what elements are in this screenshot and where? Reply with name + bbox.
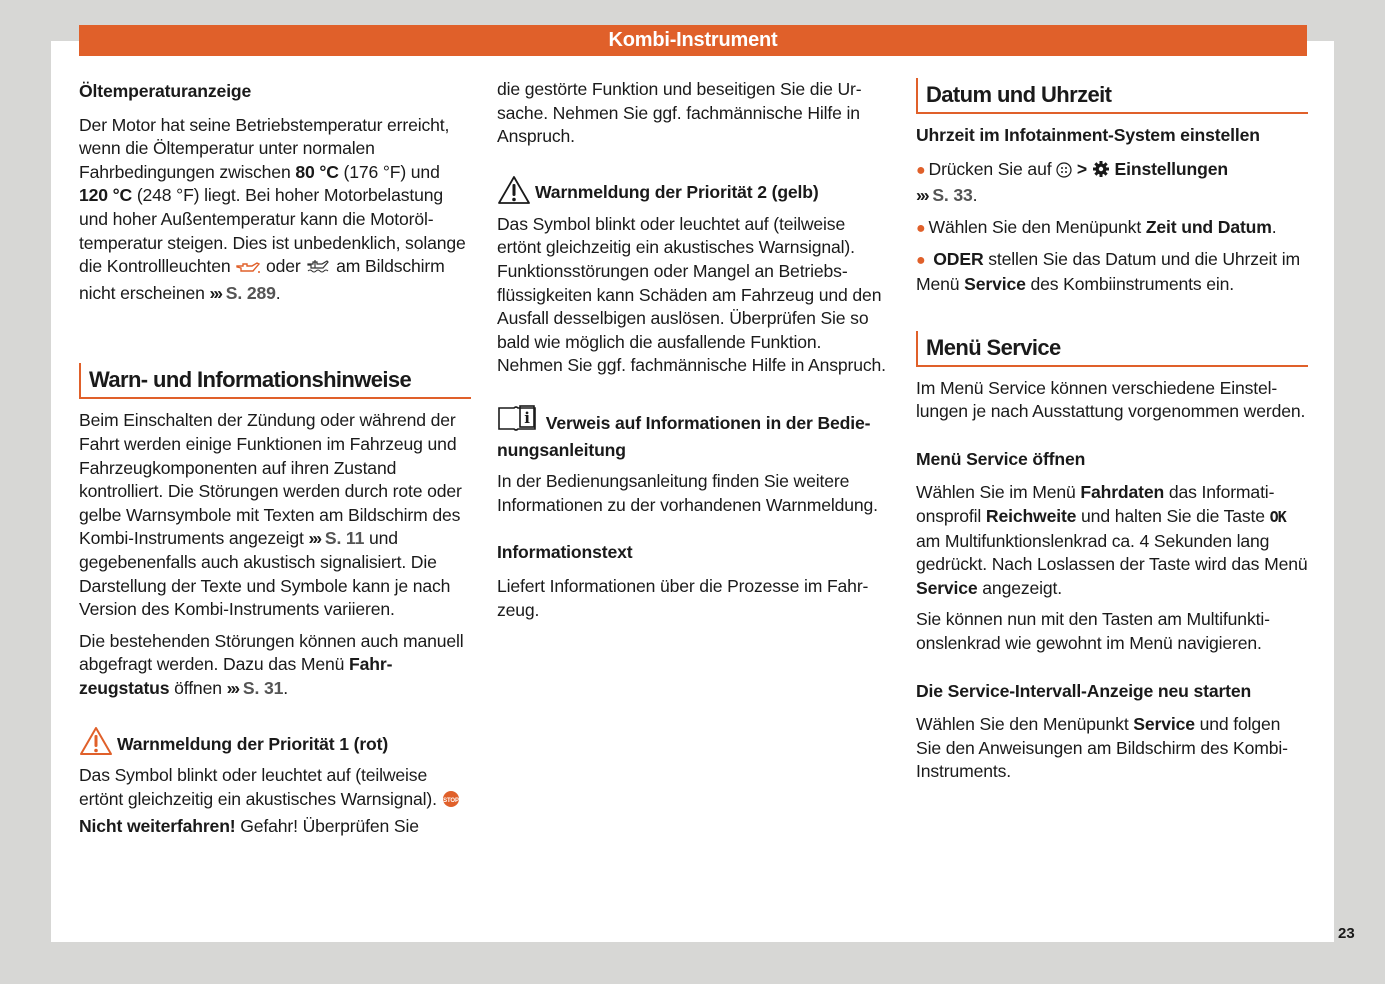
svg-text:STOP: STOP: [442, 798, 459, 805]
section-title-date-time: Datum und Uhrzeit: [916, 78, 1308, 114]
page-reference-link[interactable]: ››› S. 33: [916, 185, 973, 206]
warnings-paragraph-1: Beim Einschalten der Zündung oder während der Fahrt werden einige Funktionen im Fahrzeug und Fahrzeugkomponenten auf ihren Zustand kontrolliert. Die Störungen werden durch rote oder gelbe Warnsymbole mit Texten am Bildschirm des Kombi-Instruments angezeigt ››› S. 11 und gegebenenfalls auch akustisch signalisiert. Die Darstellung der Texte und Symbole kann je nach Version des Kombi-Instruments variieren.: [79, 410, 462, 620]
bullet-icon: ●: [916, 161, 926, 179]
section-title-warnings: Warn- und Informationshinweise: [79, 363, 471, 399]
chapter-header: Kombi-Instrument: [79, 25, 1307, 56]
priority-2-heading: Warnmeldung der Priorität 2 (gelb): [497, 175, 889, 205]
page-reference-link[interactable]: ››› S. 289: [209, 282, 276, 303]
priority-2-paragraph: Das Symbol blinkt oder leuchtet auf (teilweise ertönt gleichzeitig ein akustisches Warnsignal). Funktionsstörungen oder Mangel an Betriebsflüssigkeiten kann Schäden am Fahrzeug und den Ausfall desselbigen auslösen. Überprüfen Sie so bald wie möglich die ausfallende Funktion. Nehmen Sie ggf. fachmännische Hilfe in Anspruch.: [497, 213, 886, 376]
page-reference-link[interactable]: ››› S. 31: [226, 677, 284, 698]
column-2: [497, 78, 889, 630]
open-service-paragraph-1: Wählen Sie im Menü Fahrdaten das Informationsprofil Reichweite und halten Sie die Taste OK am Multifunktionslenkrad ca. 4 Sekunden lang gedrückt. Nach Loslassen der Taste wird das Menü Service angezeigt.: [916, 482, 1308, 598]
oil-temp-heading: Öltemperaturanzeige: [79, 81, 252, 101]
list-item: ● Wählen Sie den Menüpunkt Zeit und Datum.: [916, 216, 1277, 237]
info-text-paragraph: Liefert Informationen über die Prozesse im Fahrzeug.: [497, 575, 869, 620]
list-item: ● ODER stellen Sie das Datum und die Uhrzeit im Menü Service des Kombiinstruments ein.: [916, 249, 1301, 294]
oil-pressure-warning-icon: [235, 258, 261, 282]
bullet-icon: ●: [916, 252, 926, 270]
red-warning-triangle-icon: [79, 726, 113, 756]
list-item: ● Drücken Sie auf > Einstellungen ››› S. 33.: [916, 158, 1228, 206]
service-menu-paragraph: Im Menü Service können verschiedene Einstellungen je nach Ausstattung vorgenommen werden.: [916, 377, 1306, 422]
yellow-warning-triangle-icon: [497, 175, 531, 205]
restart-service-interval-paragraph: Wählen Sie den Menüpunkt Service und folgen Sie den Anweisungen am Bildschirm des Kombi-Instruments.: [916, 714, 1288, 782]
restart-service-interval-heading: Die Service-Intervall-Anzeige neu starten: [916, 680, 1252, 701]
priority-1-heading: Warnmeldung der Priorität 1 (rot): [79, 726, 471, 756]
settings-gear-icon: [1092, 160, 1110, 185]
info-text-heading: Informationstext: [497, 542, 633, 563]
bullet-icon: ●: [916, 219, 926, 237]
stop-icon: [442, 790, 460, 815]
set-time-heading: Uhrzeit im Infotainment-System einstellen: [916, 125, 1260, 145]
svg-text:i: i: [524, 408, 530, 427]
oil-temp-paragraph: Der Motor hat seine Betriebstemperatur erreicht, wenn die Öltemperatur unter normalen Fahrbedingungen zwischen 80 °C (176 °F) und 120 °C (248 °F) liegt. Bei hoher Motorbelastung und hoher Außentemperatur kann die Motoröltemperatur steigen. Dies ist unbedenklich, solange die Kontrollleuchten oder am Bildschirm nicht erscheinen ››› S. 289.: [79, 114, 466, 303]
apps-grid-icon: [1056, 161, 1072, 185]
warnings-paragraph-2: Die bestehenden Störungen können auch manuell abgefragt werden. Dazu das Menü Fahrzeugstatus öffnen ››› S. 31.: [79, 630, 464, 698]
page-number: 23: [1338, 925, 1355, 942]
oil-temperature-warning-icon: [305, 258, 331, 282]
priority-1-continued-paragraph: die gestörte Funktion und beseitigen Sie die Ursache. Nehmen Sie ggf. fachmännische Hilfe in Anspruch.: [497, 79, 862, 147]
manual-reference-heading: i Verweis auf Informationen in der Bedienungsanleitung: [497, 404, 889, 462]
section-title-service-menu: Menü Service: [916, 331, 1308, 367]
book-info-icon: [497, 404, 541, 439]
priority-1-paragraph: Das Symbol blinkt oder leuchtet auf (teilweise ertönt gleichzeitig ein akustisches Warnsignal). STOP Nicht weiterfahren! Gefahr! Überprüfen Sie: [79, 765, 459, 836]
column-1: [79, 78, 471, 846]
ok-button-label: OK: [1269, 507, 1286, 526]
open-service-paragraph-2: Sie können nun mit den Tasten am Multifunktionslenkrad wie gewohnt im Menü navigieren.: [916, 609, 1270, 653]
page-reference-link[interactable]: ››› S. 11: [308, 528, 365, 549]
column-3: [916, 78, 1308, 792]
manual-reference-paragraph: In der Bedienungsanleitung finden Sie weitere Informationen zu der vorhandenen Warnmeldung.: [497, 471, 878, 515]
open-service-heading: Menü Service öffnen: [916, 448, 1086, 469]
